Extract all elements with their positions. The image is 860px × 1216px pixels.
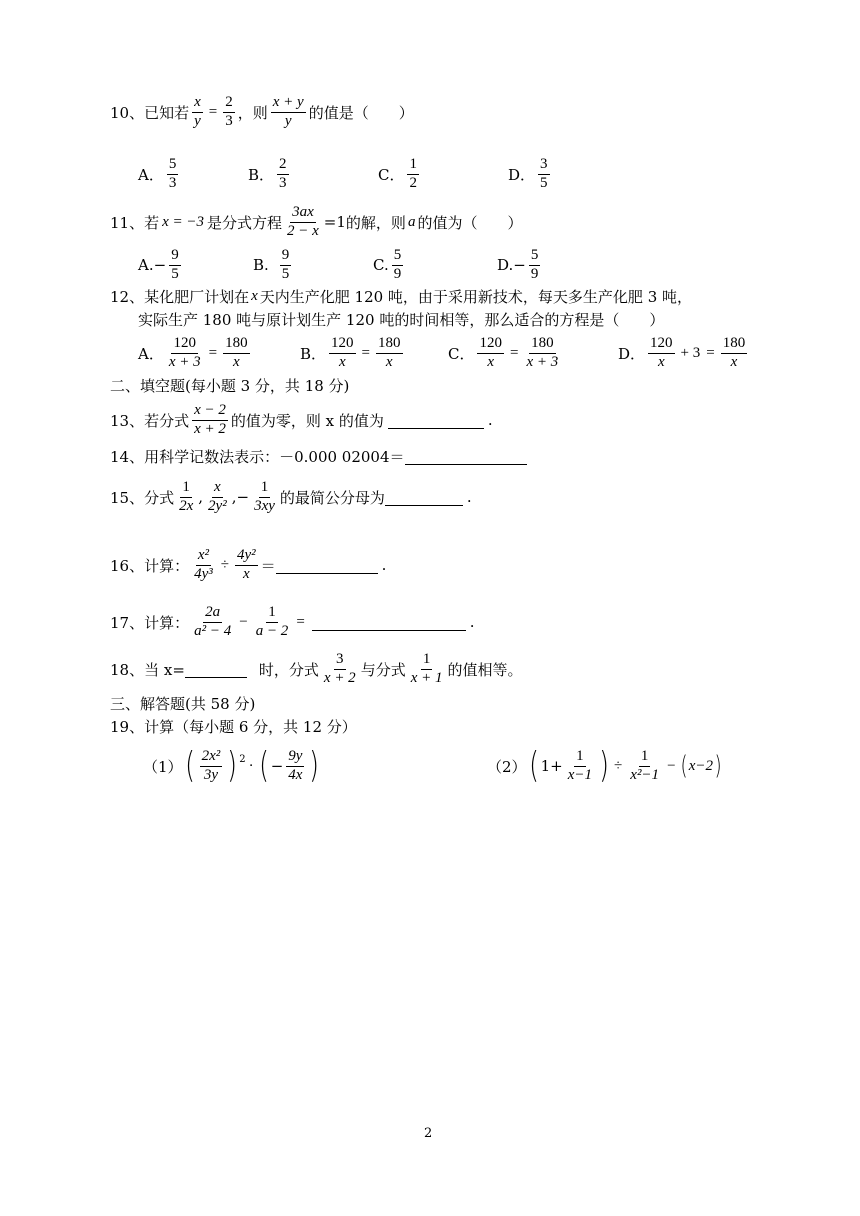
q10-stem: 10、已知若 $\frac{x}{y}$ = $\frac{2}{3}$ ，则 $\frac{x + y}{y}$ 的值是（ ） xyxy=(110,93,414,129)
page-number: 2 xyxy=(424,1126,433,1141)
answer-blank[interactable] xyxy=(388,412,484,429)
q17-stem: 17、计算： $\frac{2a}{\text{a² − 4}}$ − $\frac{1}{a - 2}$ = . xyxy=(110,603,475,639)
fraction: $\frac{2}{3}$ xyxy=(225,93,233,129)
fraction: $\frac{x + y}{y}$ xyxy=(272,93,304,129)
answer-blank[interactable] xyxy=(185,661,247,678)
q12-stem-line2: 实际生产 180 吨与原计划生产 120 吨的时间相等，那么适合的方程是（ ） xyxy=(138,310,665,329)
fraction: $\frac{3ax}{2 - x}$ xyxy=(287,203,319,239)
q12-stem-line1: 12、某化肥厂计划在 x 天内生产化肥 120 吨，由于采用新技术，每天多生产化肥 3 吨， xyxy=(110,287,693,306)
q11-option-b[interactable]: B. $\frac{9}{5}$ xyxy=(253,247,290,282)
section-heading: 三、解答题(共 58 分) xyxy=(110,694,256,713)
q18-stem: 18、当 x= 时，分式 $\frac{3}{x + 2}$ 与分式 $\frac{1}{x + 1}$ 的值相等。 xyxy=(110,650,523,686)
q11-option-c[interactable]: C. $\frac{5}{9}$ xyxy=(373,247,402,282)
q13-stem: 13、若分式 $\frac{x - 2}{x + 2}$ 的值为零，则 x 的值为 . xyxy=(110,401,493,437)
q14-stem: 14、用科学记数法表示：－0.000 02004＝ xyxy=(110,441,531,471)
answer-blank[interactable] xyxy=(385,489,463,506)
q19-part1: （1） ( $\frac{\text{2x²}}{3y}$ ) $^2$ · ( − $\frac{9y}{4x}$ ) xyxy=(143,745,320,786)
answer-blank[interactable] xyxy=(312,614,466,631)
answer-blank[interactable] xyxy=(276,557,378,574)
q10-option-c[interactable]: C． $\frac{1}{2}$ xyxy=(378,156,417,191)
q12-option-b[interactable]: B． $\frac{120}{x}$ = $\frac{180}{x}$ xyxy=(300,335,401,370)
q12-option-d[interactable]: D． $\frac{120}{x}$ + 3 = $\frac{180}{x}$ xyxy=(618,335,746,370)
q19-title: 19、计算（每小题 6 分，共 12 分） xyxy=(110,717,357,736)
q19-part2: （2） ( 1+ $\frac{1}{x-1}$ ) ÷ $\frac{1}{\text{x²−1}}$ − ( x−2 ) xyxy=(487,745,722,786)
q12-option-c[interactable]: C． $\frac{120}{x}$ = $\frac{180}{x + 3}$ xyxy=(448,335,559,370)
section-heading: 二、填空题(每小题 3 分，共 18 分) xyxy=(110,376,350,395)
q10-option-b[interactable]: B． $\frac{2}{3}$ xyxy=(248,156,287,191)
answer-blank[interactable] xyxy=(405,448,527,465)
q11-option-a[interactable]: A. − $\frac{9}{5}$ xyxy=(138,247,179,282)
q16-stem: 16、计算： $\frac{\text{x²}}{\text{4y³}}$ ÷ $\frac{\text{4y²}}{x}$ ＝ . xyxy=(110,546,387,582)
q12-option-a[interactable]: A． $\frac{120}{x + 3}$ = $\frac{180}{x}$ xyxy=(138,335,248,370)
q11-stem: 11、若 x = −3 是分式方程 $\frac{3ax}{2 - x}$ =1 的解，则 a 的值为（ ） xyxy=(110,203,523,239)
q15-stem: 15、分式 $\frac{1}{2x}$ , $\frac{x}{\text{2y²}}$ , − $\frac{1}{3xy}$ 的最简公分母为 . xyxy=(110,478,472,514)
fraction: $\frac{x}{y}$ xyxy=(194,93,201,129)
q10-option-d[interactable]: D． $\frac{3}{5}$ xyxy=(508,156,548,191)
q11-option-d[interactable]: D. − $\frac{5}{9}$ xyxy=(497,247,539,282)
q10-option-a[interactable]: A． $\frac{5}{3}$ xyxy=(138,156,177,191)
